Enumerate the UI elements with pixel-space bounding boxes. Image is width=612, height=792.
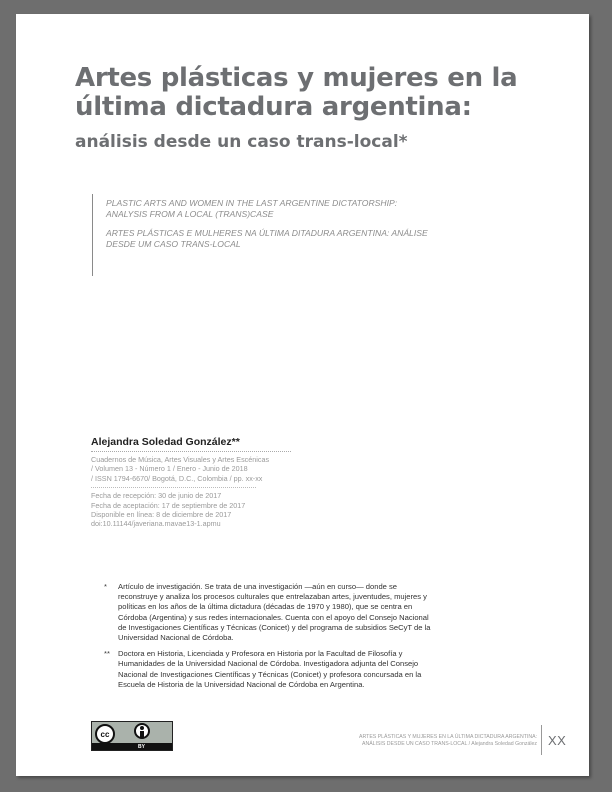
footnote-article: [104, 582, 434, 643]
title-line-2: última dictadura argentina:: [75, 92, 472, 122]
footnote-text: Artículo de investigación. Se trata de una investigación —aún en curso— donde se reconstruye y analiza los procesos culturales que entrelazaban artes, juventudes, mujeres y políticas en los años de la última dictadura (décadas de 1970 y 1980), que se centra en Córdoba (Argentina) y sus redes internacionales. Cuenta con el apoyo del Consejo Nacional de Investigaciones Científicas y Técnicas (Conicet) y del programa de subsidios SeCyT de la Universidad Nacional de Córdoba.: [118, 582, 431, 643]
cc-icon: cc: [95, 724, 115, 744]
doi[interactable]: doi:10.11144/javeriana.mavae13-1.apmu: [91, 519, 221, 529]
author-divider: [91, 451, 291, 452]
author-name: Alejandra Soledad González**: [91, 436, 240, 448]
page-number: XX: [548, 733, 567, 748]
footnote-mark: **: [104, 649, 110, 659]
footnotes: [104, 582, 434, 696]
running-title: [337, 734, 537, 748]
date-received: Fecha de recepción: 30 de junio de 2017: [91, 491, 222, 501]
title-line-1: Artes plásticas y mujeres en la: [75, 63, 518, 93]
article-subtitle: análisis desde un caso trans-local*: [75, 132, 408, 152]
journal-line-2: / Volumen 13 - Número 1 / Enero - Junio de 2018: [91, 464, 248, 474]
journal-line-1: Cuadernos de Música, Artes Visuales y Artes Escénicas: [91, 455, 270, 464]
document-page: [16, 14, 589, 776]
date-accepted: Fecha de aceptación: 17 de septiembre de 2017: [91, 500, 246, 510]
translated-titles: [92, 194, 436, 276]
running-title-line-1: ARTES PLÁSTICAS Y MUJERES EN LA ÚLTIMA DICTADURA ARGENTINA:: [359, 734, 537, 740]
metadata-divider: [91, 487, 256, 488]
article-title: [75, 64, 555, 122]
footnote-author: [104, 649, 434, 690]
by-label: BY: [138, 744, 145, 750]
english-title: PLASTIC ARTS AND WOMEN IN THE LAST ARGENTINE DICTATORSHIP: ANALYSIS FROM A LOCAL (TRANS)CASE: [106, 198, 398, 219]
footnote-mark: *: [104, 582, 107, 591]
journal-line-3: / ISSN 1794-6670/ Bogotá, D.C., Colombia / pp. xx-xx: [91, 473, 263, 483]
running-title-line-2: ANÁLISIS DESDE UN CASO TRANS-LOCAL / Alejandra Soledad González: [361, 741, 537, 747]
publication-metadata: [91, 455, 311, 529]
portuguese-title: ARTES PLÁSTICAS E MULHERES NA ÚLTIMA DITADURA ARGENTINA: ANÁLISE DESDE UM CASO TRANS-LOCAL: [106, 228, 428, 249]
date-online: Disponible en línea: 8 de diciembre de 2017: [91, 510, 232, 520]
footnote-text: Doctora en Historia, Licenciada y Profesora en Historia por la Facultad de Filosofía y Humanidades de la Universidad Nacional de Córdoba. Investigadora adjunta del Consejo Nacional de Investigaciones Científicas y Técnicas (Conicet) y profesora concursada en la Escuela de Historia de la Universidad Nacional de Córdoba en Argentina.: [118, 649, 422, 689]
attribution-icon: [134, 723, 150, 739]
badge-bar: [92, 743, 172, 750]
creative-commons-badge[interactable]: [91, 721, 173, 751]
footer-divider: [541, 725, 542, 755]
